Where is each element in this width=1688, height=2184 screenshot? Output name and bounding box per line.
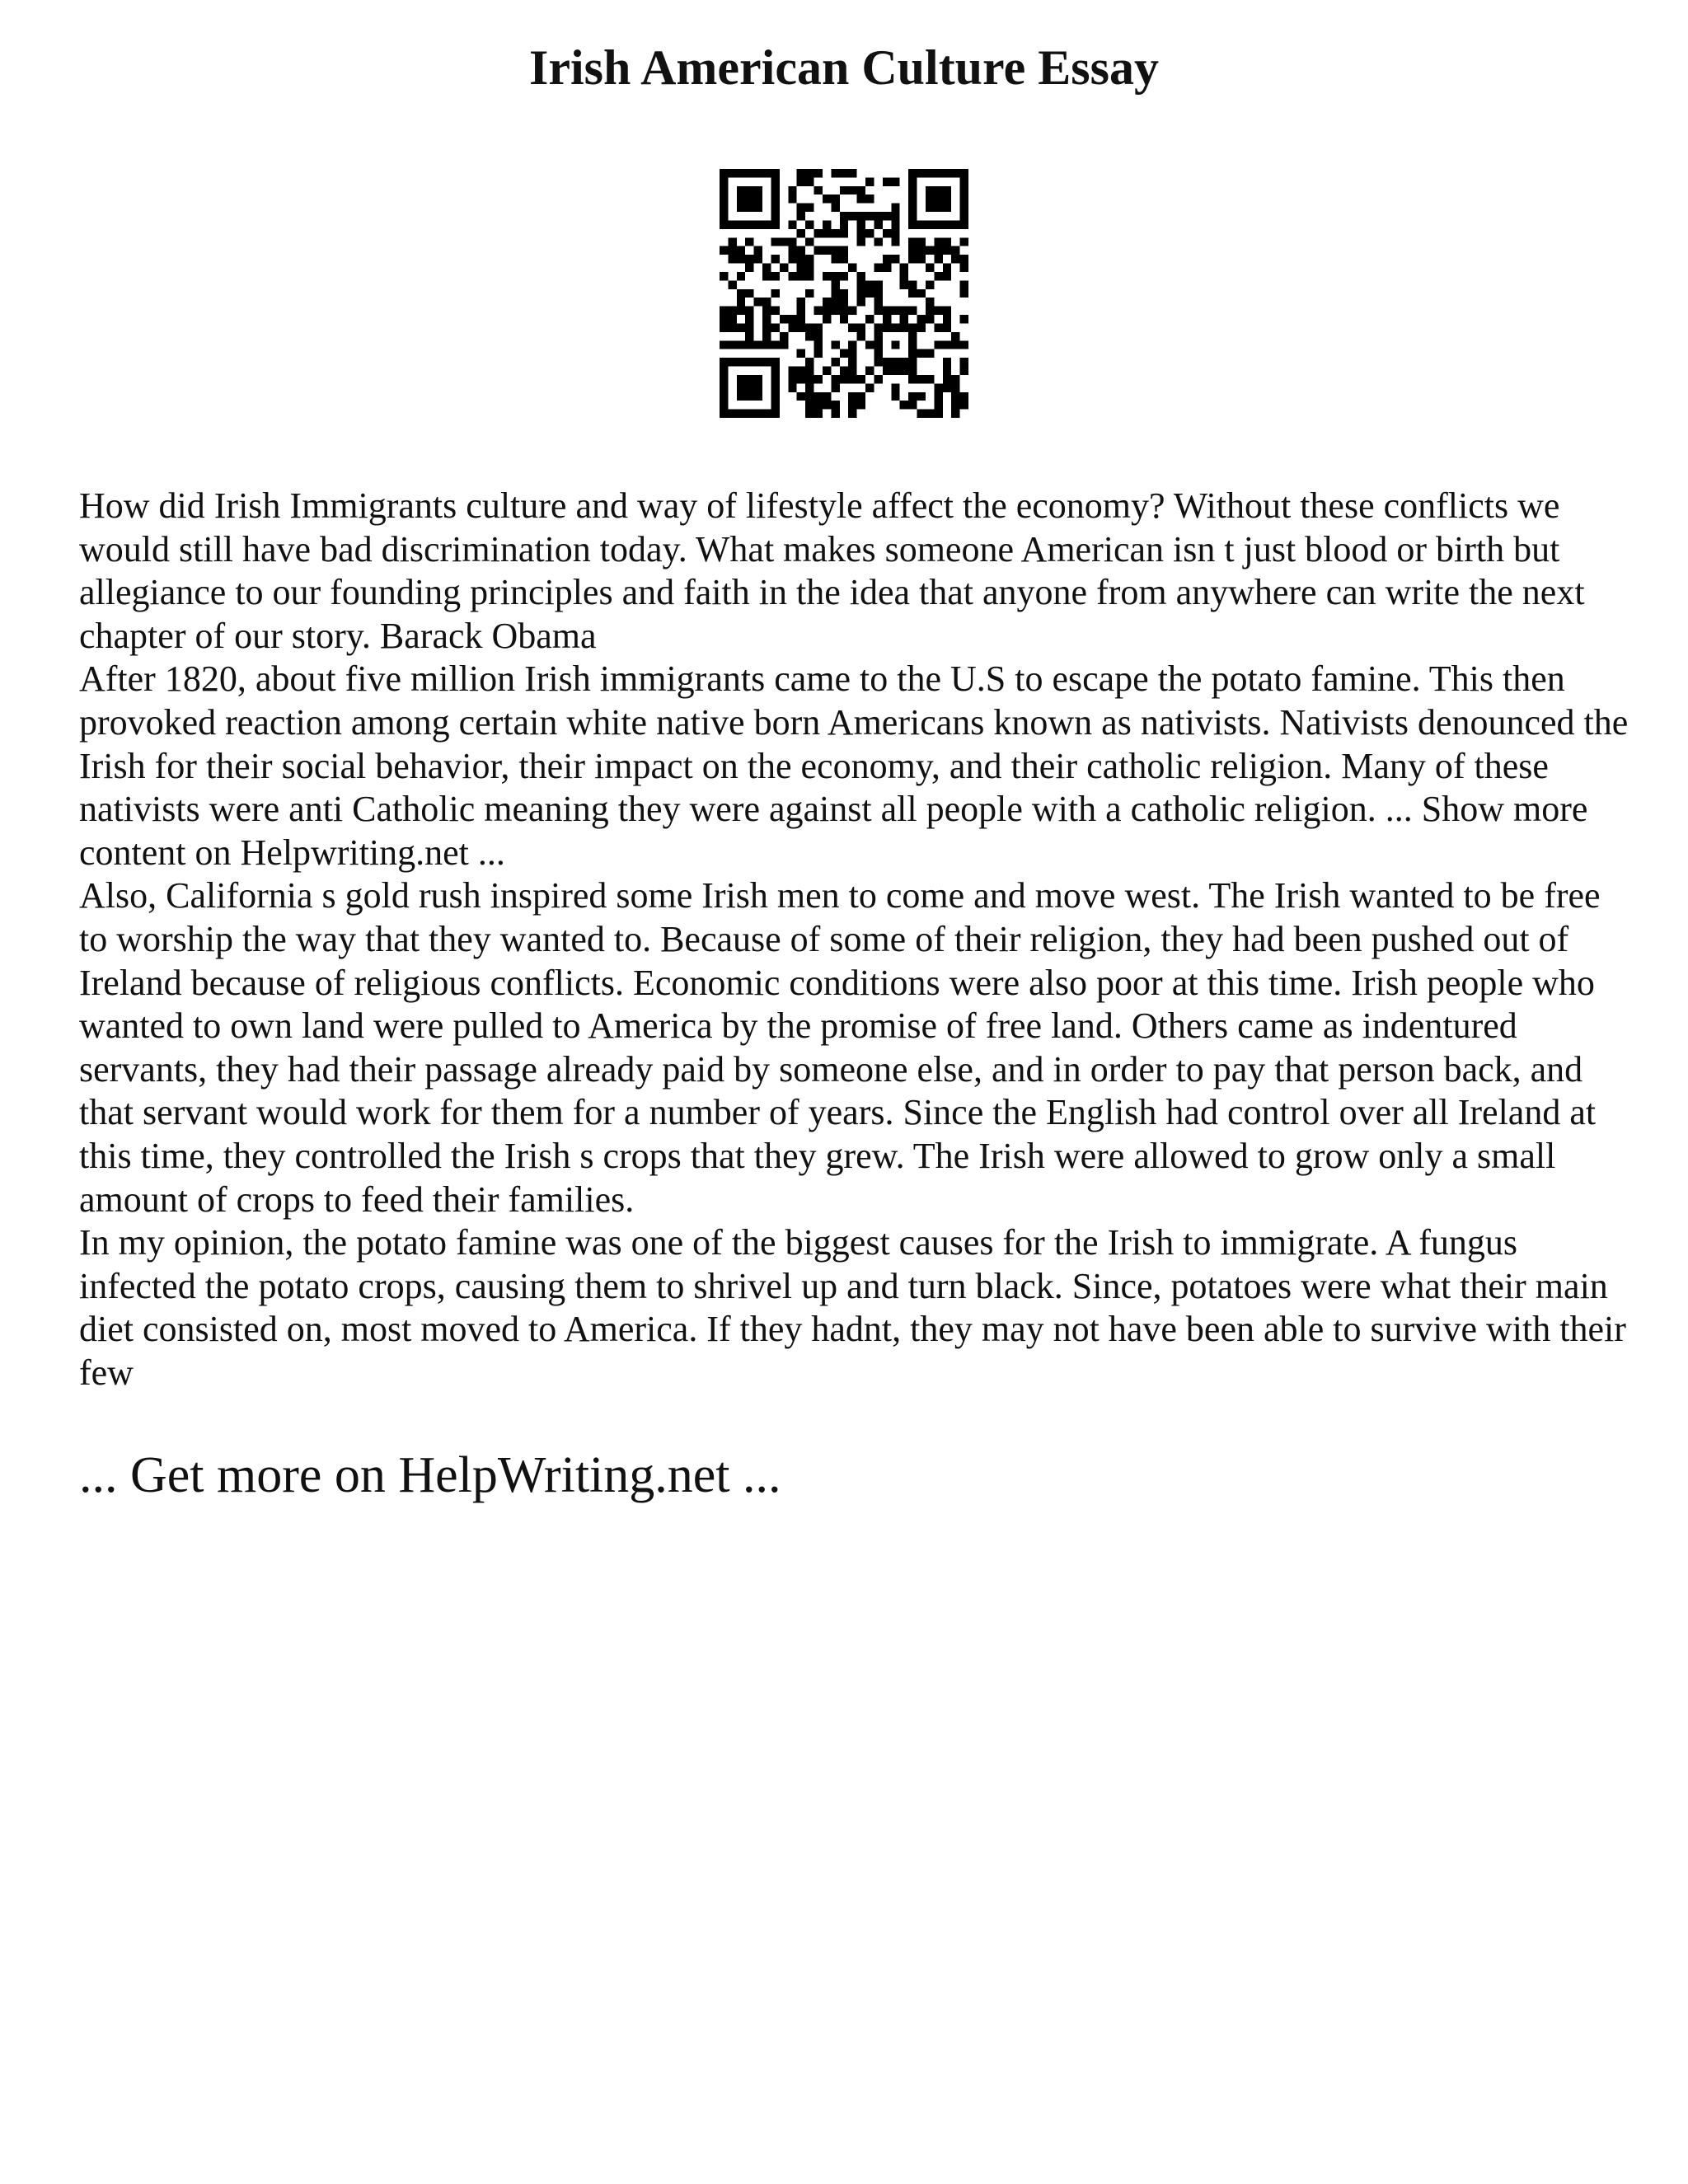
qr-code <box>720 169 968 418</box>
paragraph-2: After 1820, about five million Irish immigrants came to the U.S to escape the potato famine. This then provoked reaction among certain white native born Americans known as nativists. Nativists denounced the Irish for their social behavior, their impact on the economy, and their catholic religion. Many of these nativists were anti Catholic meaning they were against all people with a catholic religion. ... Show more content on Helpwriting.net ... <box>79 658 1629 873</box>
get-more-link[interactable]: ... Get more on HelpWriting.net ... <box>79 1447 781 1503</box>
paragraph-1: How did Irish Immigrants culture and way of lifestyle affect the economy? Without these conflicts we would still have bad discrimination today. What makes someone American isn t just blood or birth but allegiance to our founding principles and faith in the idea that anyone from anywhere can write the next chapter of our story. Barack Obama <box>79 485 1585 656</box>
qr-code-image <box>720 169 968 418</box>
page-title: Irish American Culture Essay <box>529 40 1159 95</box>
paragraph-3: Also, California s gold rush inspired some Irish men to come and move west. The Irish wanted to be free to worship the way that they wanted to. Because of some of their religion, they had been pushed out of Ireland because of religious conflicts. Economic conditions were also poor at this time. Irish people who wanted to own land were pulled to America by the promise of free land. Others came as indentured servants, they had their passage already paid by someone else, and in order to pay that person back, and that servant would work for them for a number of years. Since the English had control over all Ireland at this time, they controlled the Irish s crops that they grew. The Irish were allowed to grow only a small amount of crops to feed their families. <box>79 875 1601 1220</box>
essay-body <box>79 485 1629 1394</box>
paragraph-4: In my opinion, the potato famine was one of the biggest causes for the Irish to immigrate. A fungus infected the potato crops, causing them to shrivel up and turn black. Since, potatoes were what their main diet consisted on, most moved to America. If they hadnt, they may not have been able to survive with their few <box>79 1222 1626 1393</box>
